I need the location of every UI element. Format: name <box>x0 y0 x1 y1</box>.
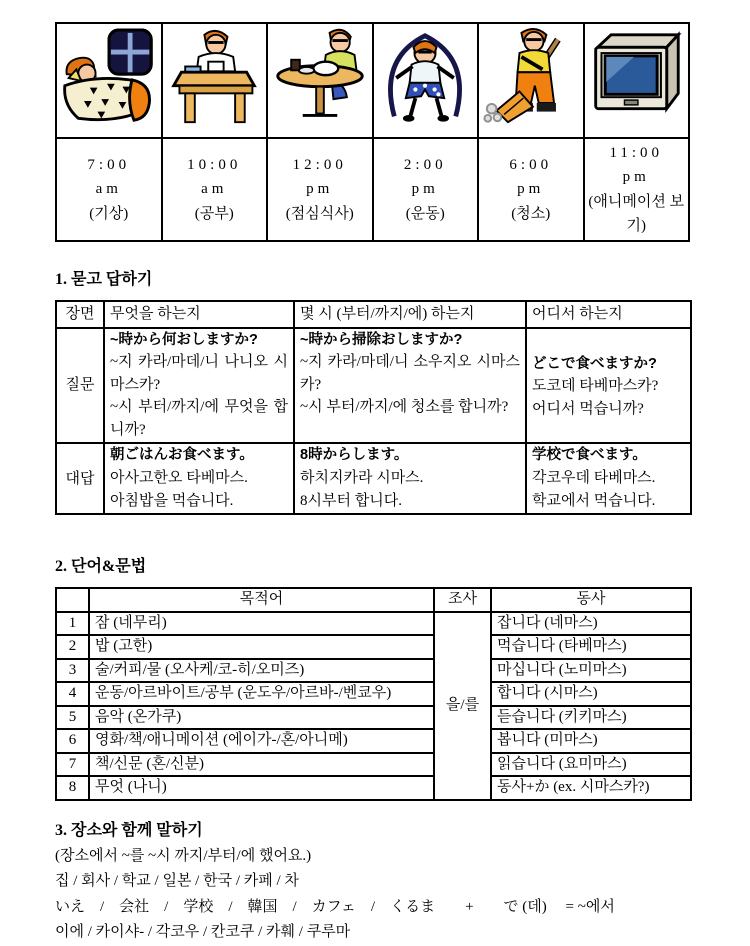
qa-header-where: 어디서 하는지 <box>526 301 691 328</box>
qa-answer-row <box>56 443 691 514</box>
qa-header-what: 무엇을 하는지 <box>104 301 294 328</box>
vocab-header-particle: 조사 <box>434 588 491 612</box>
qa-question-when-cell <box>294 328 526 444</box>
activity-label: (운동) <box>405 205 445 222</box>
jumping-rope-icon <box>377 26 473 130</box>
qa-row-label: 대답 <box>56 443 104 514</box>
qa-header-scene: 장면 <box>56 301 104 328</box>
schedule-picture-cell <box>267 23 373 138</box>
daily-schedule-table <box>55 22 690 242</box>
question-answer-table <box>55 300 692 515</box>
schedule-time-cell <box>478 138 584 241</box>
romanization-line: 각코우데 타베마스. <box>532 470 656 487</box>
vocab-row <box>56 682 691 706</box>
vocab-grammar-table <box>55 587 692 801</box>
time-value: 7:00 <box>87 157 131 174</box>
korean-meaning-line: 아침밥을 먹습니다. <box>110 492 234 509</box>
schedule-picture-cell <box>478 23 584 138</box>
schedule-picture-cell <box>56 23 162 138</box>
object-word: 음악 (온가쿠) <box>89 706 434 730</box>
object-word: 잠 (네무리) <box>89 612 434 636</box>
section1-heading: 1. 묻고 답하기 <box>55 271 153 289</box>
sweeping-floor-icon <box>483 26 579 130</box>
verb-word: 마십니다 (노미마스) <box>491 659 691 683</box>
vocab-header-row <box>56 588 691 612</box>
activity-label: (기상) <box>89 205 129 222</box>
row-number: 2 <box>56 635 89 659</box>
vocab-header-object: 목적어 <box>89 588 434 612</box>
object-word: 술/커피/물 (오사케/코-히/오미즈) <box>89 659 434 683</box>
japanese-question: どこで食べますか? <box>532 355 657 372</box>
time-value: 10:00 <box>187 157 242 174</box>
qa-answer-what-cell <box>104 443 294 514</box>
time-value: 6:00 <box>509 157 553 174</box>
korean-places-line: 집 / 회사 / 학교 / 일본 / 한국 / 카페 / 차 <box>55 873 299 890</box>
qa-header-when: 몇 시 (부터/까지/에) 하는지 <box>294 301 526 328</box>
television-icon <box>588 26 684 130</box>
object-word: 책/신문 (혼/신분) <box>89 753 434 777</box>
vocab-header-verb: 동사 <box>491 588 691 612</box>
section2-heading: 2. 단어&문법 <box>55 558 147 576</box>
korean-meaning-line: 8시부터 합니다. <box>300 492 402 509</box>
romanization-line: 하치지카라 시마스. <box>300 470 424 487</box>
activity-label: (청소) <box>511 205 551 222</box>
korean-meaning-line: ~시 부터/까지/에 무엇을 합니까? <box>110 399 288 438</box>
verb-word: 잡니다 (네마스) <box>491 612 691 636</box>
verb-word: 동사+か (ex. 시마스카?) <box>491 776 691 800</box>
eating-lunch-icon <box>272 26 368 130</box>
romanization-line: ~지 카라/마데/니 소우지오 시마스카? <box>300 354 520 393</box>
japanese-answer: 8時からします。 <box>300 447 409 464</box>
particle-cell: 을/를 <box>434 612 491 800</box>
row-number: 7 <box>56 753 89 777</box>
time-value: 2:00 <box>403 157 447 174</box>
studying-at-desk-icon <box>166 26 262 130</box>
object-word: 밥 (고한) <box>89 635 434 659</box>
vocab-row <box>56 659 691 683</box>
schedule-time-cell <box>373 138 479 241</box>
vocab-row <box>56 612 691 636</box>
activity-label: (공부) <box>194 205 234 222</box>
vocab-header-num <box>56 588 89 612</box>
vocab-row <box>56 706 691 730</box>
qa-question-row <box>56 328 691 444</box>
object-word: 무엇 (나니) <box>89 776 434 800</box>
schedule-time-cell <box>267 138 373 241</box>
schedule-time-cell <box>584 138 690 241</box>
japanese-question: ~時から何おしますか? <box>110 331 258 348</box>
schedule-times-row <box>56 138 689 241</box>
activity-label: (애니메이션 보기) <box>588 193 685 234</box>
time-value: 12:00 <box>292 157 347 174</box>
japanese-answer: 朝ごはんお食べます。 <box>110 447 254 464</box>
pattern-note-line: (장소에서 ~를 ~시 까지/부터/에 했어요.) <box>55 847 312 864</box>
ampm-label: am <box>95 181 122 198</box>
romanization-line: 아사고한오 타베마스. <box>110 470 248 487</box>
row-number: 1 <box>56 612 89 636</box>
vocab-row <box>56 753 691 777</box>
schedule-picture-cell <box>162 23 268 138</box>
time-value: 11:00 <box>609 145 664 161</box>
vocab-row <box>56 635 691 659</box>
ampm-label: am <box>201 181 228 198</box>
qa-answer-where-cell <box>526 443 691 514</box>
ampm-label: pm <box>411 181 439 198</box>
romanized-places-line: 이에 / 카이샤- / 각코우 / 칸코쿠 / 카훼 / 쿠루마 <box>55 924 351 941</box>
romanization-line: ~지 카라/마데/니 나니오 시마스카? <box>110 354 288 393</box>
schedule-time-cell <box>162 138 268 241</box>
japanese-answer: 学校で食べます。 <box>532 447 647 464</box>
qa-question-where-cell <box>526 328 691 444</box>
row-number: 8 <box>56 776 89 800</box>
japanese-question: ~時から掃除おしますか? <box>300 331 463 348</box>
verb-word: 먹습니다 (타베마스) <box>491 635 691 659</box>
korean-meaning-line: ~시 부터/까지/에 청소를 합니까? <box>300 399 509 416</box>
qa-header-row <box>56 301 691 328</box>
schedule-time-cell <box>56 138 162 241</box>
object-word: 영화/책/애니메이션 (에이가-/혼/아니메) <box>89 729 434 753</box>
object-word: 운동/아르바이트/공부 (운도우/아르바-/벤쿄우) <box>89 682 434 706</box>
ampm-label: pm <box>517 181 545 198</box>
romanization-line: 도코데 타베마스카? <box>532 378 659 395</box>
row-number: 3 <box>56 659 89 683</box>
ampm-label: pm <box>622 169 650 186</box>
verb-word: 읽습니다 (요미마스) <box>491 753 691 777</box>
activity-label: (점심식사) <box>285 205 354 222</box>
section3-heading: 3. 장소와 함께 말하기 <box>55 821 203 839</box>
japanese-places-line: いえ / 会社 / 学校 / 韓国 / カフェ / くるま + で (데) = ~에서 <box>55 898 615 915</box>
row-number: 5 <box>56 706 89 730</box>
qa-answer-when-cell <box>294 443 526 514</box>
qa-row-label: 질문 <box>56 328 104 444</box>
schedule-picture-cell <box>584 23 690 138</box>
korean-meaning-line: 어디서 먹습니까? <box>532 400 644 417</box>
row-number: 6 <box>56 729 89 753</box>
row-number: 4 <box>56 682 89 706</box>
korean-meaning-line: 학교에서 먹습니다. <box>532 492 656 509</box>
verb-word: 합니다 (시마스) <box>491 682 691 706</box>
ampm-label: pm <box>306 181 334 198</box>
schedule-picture-cell <box>373 23 479 138</box>
schedule-pictures-row <box>56 23 689 138</box>
vocab-row <box>56 776 691 800</box>
verb-word: 듣습니다 (키키마스) <box>491 706 691 730</box>
verb-word: 봅니다 (미마스) <box>491 729 691 753</box>
qa-question-what-cell <box>104 328 294 444</box>
sleeping-in-bed-icon <box>61 26 157 130</box>
vocab-row <box>56 729 691 753</box>
